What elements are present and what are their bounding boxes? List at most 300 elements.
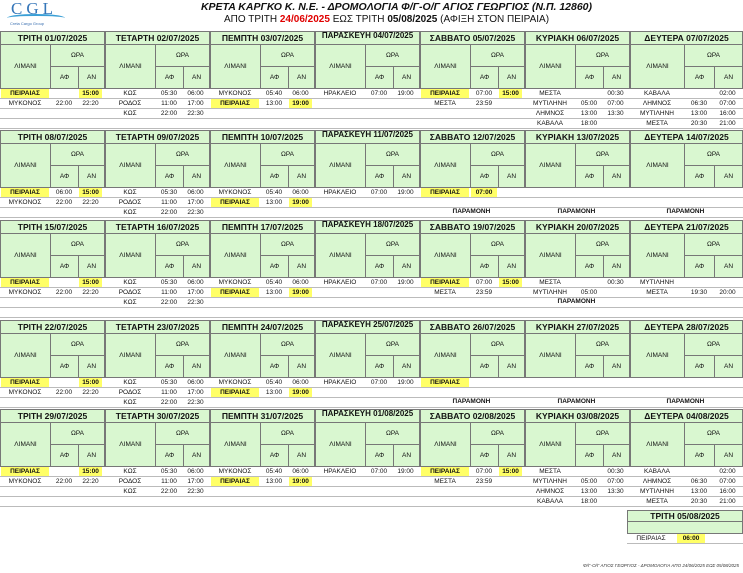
day-title: ΣΑΒΒΑΤΟ 02/08/2025 <box>420 409 525 423</box>
arr-cell <box>604 119 627 128</box>
dep-cell: 13:00 <box>265 199 283 206</box>
arr-cell <box>499 477 522 486</box>
day-title: ΤΡΙΤΗ 01/07/2025 <box>0 31 105 45</box>
schedule-row <box>420 497 525 507</box>
dep-cell <box>51 378 77 387</box>
port-header: ΛΙΜΑΝΙ <box>211 234 261 277</box>
schedule-row <box>105 109 210 119</box>
day-column <box>420 130 525 218</box>
schedule-row <box>630 467 743 477</box>
port-cell: ΠΕΙΡΑΙΑΣ <box>421 188 469 197</box>
dep-cell: 05:40 <box>265 468 283 475</box>
dep-cell: 05:30 <box>160 468 178 475</box>
subtitle-start-date: 24/06/2025 <box>279 14 330 25</box>
departure-header: ΑΦ <box>156 67 184 88</box>
dep-cell: 05:40 <box>265 379 283 386</box>
stay-label: ΠΑΡΑΜΟΝΗ <box>452 398 491 405</box>
column-header <box>105 423 210 467</box>
schedule-row <box>630 288 743 298</box>
arrival-header: ΑΝ <box>191 74 202 81</box>
arr-cell: 22:30 <box>187 299 204 306</box>
schedule-row <box>105 487 210 497</box>
port-cell: ΜΥΚΟΝΟΣ <box>8 199 42 206</box>
dep-cell: 06:30 <box>690 478 708 485</box>
dep-cell: 07:00 <box>475 90 493 97</box>
extra-day-port: ΠΕΙΡΑΙΑΣ <box>636 535 666 542</box>
port-cell: ΜΥΚΟΝΟΣ <box>8 289 42 296</box>
schedule-row <box>630 109 743 119</box>
port-cell: ΚΩΣ <box>123 209 137 216</box>
arr-cell <box>715 278 740 287</box>
schedule-row <box>105 288 210 298</box>
departure-header: ΑΦ <box>156 356 184 377</box>
port-cell: ΚΩΣ <box>123 299 137 306</box>
column-header <box>315 144 420 188</box>
port-cell: ΜΕΣΤΑ <box>646 120 668 127</box>
dep-cell: 23:59 <box>475 478 493 485</box>
column-header <box>630 423 743 467</box>
schedule-row <box>0 308 105 318</box>
departure-header: ΑΦ <box>685 445 715 466</box>
schedule-row <box>210 477 315 487</box>
dep-cell <box>685 278 713 287</box>
schedule-row <box>420 198 525 208</box>
dep-cell: 13:00 <box>265 100 283 107</box>
schedule-row <box>0 198 105 208</box>
day-column <box>210 409 315 497</box>
day-title: ΠΕΜΠΤΗ 03/07/2025 <box>210 31 315 45</box>
day-title: ΤΕΤΑΡΤΗ 16/07/2025 <box>105 220 210 234</box>
port-cell: ΚΩΣ <box>123 110 137 117</box>
dep-cell: 11:00 <box>161 389 177 396</box>
dep-cell: 22:00 <box>55 389 73 396</box>
time-header: ΩΡΑ <box>471 334 524 356</box>
arr-cell <box>499 188 522 197</box>
port-cell: ΗΡΑΚΛΕΙΟ <box>323 379 357 386</box>
dep-cell: 20:30 <box>690 120 708 127</box>
arr-cell: 22:30 <box>187 110 204 117</box>
arr-cell <box>499 288 522 297</box>
dep-cell: 13:00 <box>690 110 708 117</box>
arr-cell: 22:20 <box>82 289 99 296</box>
column-header <box>210 423 315 467</box>
time-header: ΩΡΑ <box>685 334 742 356</box>
port-cell: ΜΕΣΤΑ <box>434 478 456 485</box>
day-column <box>525 220 630 308</box>
port-header: ΛΙΜΑΝΙ <box>631 144 685 187</box>
departure-header: ΑΦ <box>471 166 499 187</box>
column-header <box>525 334 630 378</box>
column-header <box>105 144 210 188</box>
schedule-row <box>0 298 105 308</box>
day-title: ΠΑΡΑΣΚΕΥΗ 11/07/2025 <box>315 130 420 144</box>
schedule-row <box>210 109 315 119</box>
day-title: ΠΕΜΠΤΗ 17/07/2025 <box>210 220 315 234</box>
day-title: ΤΡΙΤΗ 22/07/2025 <box>0 320 105 334</box>
extra-day-row <box>627 534 743 544</box>
column-header <box>0 334 105 378</box>
time-header: ΩΡΑ <box>576 234 629 256</box>
arrival-header: ΑΝ <box>506 74 517 81</box>
logo-subtitle: Creta Cargo Group <box>10 21 45 26</box>
port-cell: ΚΩΣ <box>123 379 137 386</box>
schedule-row <box>525 378 630 388</box>
column-header <box>525 423 630 467</box>
departure-header: ΑΦ <box>51 356 79 377</box>
dep-cell: 13:00 <box>265 478 283 485</box>
dep-cell: 13:00 <box>580 110 598 117</box>
subtitle-note: (ΑΦΙΞΗ ΣΤΟΝ ΠΕΙΡΑΙΑ) <box>440 14 550 25</box>
schedule-row <box>525 119 630 129</box>
day-column <box>630 320 743 408</box>
schedule-row <box>315 99 420 109</box>
schedule-row <box>0 278 105 288</box>
dep-cell <box>576 278 602 287</box>
day-column <box>105 220 210 308</box>
day-column <box>525 31 630 127</box>
arrival-header: ΑΝ <box>86 74 97 81</box>
port-header: ΛΙΜΑΝΙ <box>106 45 156 88</box>
dep-cell: 05:30 <box>160 189 178 196</box>
port-cell: ΚΩΣ <box>123 488 137 495</box>
schedule-row <box>105 119 210 129</box>
schedule-row <box>210 278 315 288</box>
port-header: ΛΙΜΑΝΙ <box>316 234 366 277</box>
arr-cell: 19:00 <box>397 189 414 196</box>
dep-cell <box>576 89 602 98</box>
arr-cell: 06:00 <box>187 90 204 97</box>
dep-cell: 22:00 <box>160 399 178 406</box>
arr-cell: 21:00 <box>719 498 736 505</box>
dep-cell: 22:00 <box>160 299 178 306</box>
arr-cell: 19:00 <box>289 99 312 108</box>
departure-header: ΑΦ <box>51 445 79 466</box>
column-header <box>0 45 105 89</box>
port-cell: ΜΥΤΙΛΗΝΗ <box>640 279 674 286</box>
schedule-row <box>525 278 630 288</box>
day-title: ΠΕΜΠΤΗ 31/07/2025 <box>210 409 315 423</box>
time-header: ΩΡΑ <box>366 144 419 166</box>
port-cell: ΜΥΤΙΛΗΝΗ <box>533 478 567 485</box>
time-header: ΩΡΑ <box>156 423 209 445</box>
time-header: ΩΡΑ <box>366 45 419 67</box>
dep-cell: 06:30 <box>690 100 708 107</box>
departure-header: ΑΦ <box>471 67 499 88</box>
stay-label: ΠΑΡΑΜΟΝΗ <box>557 398 596 405</box>
arr-cell: 00:30 <box>607 279 624 286</box>
time-header: ΩΡΑ <box>261 234 314 256</box>
schedule-row <box>525 497 630 507</box>
day-column <box>105 31 210 119</box>
column-header <box>315 423 420 467</box>
port-header: ΛΙΜΑΝΙ <box>211 334 261 377</box>
arr-cell: 06:00 <box>187 468 204 475</box>
port-header: ΛΙΜΑΝΙ <box>631 234 685 277</box>
column-header <box>420 334 525 378</box>
arr-cell: 19:00 <box>397 279 414 286</box>
departure-header: ΑΦ <box>156 166 184 187</box>
dep-cell: 22:00 <box>55 289 73 296</box>
port-header: ΛΙΜΑΝΙ <box>1 45 51 88</box>
arr-cell: 22:30 <box>187 209 204 216</box>
port-header: ΛΙΜΑΝΙ <box>421 423 471 466</box>
port-cell: ΚΑΒΑΛΑ <box>643 468 671 475</box>
time-header: ΩΡΑ <box>51 423 104 445</box>
time-header: ΩΡΑ <box>51 144 104 166</box>
column-header <box>525 45 630 89</box>
arr-cell: 15:00 <box>499 467 522 476</box>
port-cell: ΗΡΑΚΛΕΙΟ <box>323 189 357 196</box>
arr-cell: 00:30 <box>607 468 624 475</box>
schedule-row <box>210 119 315 129</box>
departure-header: ΑΦ <box>366 445 394 466</box>
day-title: ΠΑΡΑΣΚΕΥΗ 01/08/2025 <box>315 409 420 423</box>
column-header <box>525 144 630 188</box>
schedule-row <box>525 487 630 497</box>
arr-cell: 13:30 <box>607 110 624 117</box>
arr-cell: 22:20 <box>82 389 99 396</box>
schedule-row <box>315 188 420 198</box>
schedule-row <box>630 477 743 487</box>
dep-cell: 05:30 <box>160 379 178 386</box>
port-header: ΛΙΜΑΝΙ <box>421 144 471 187</box>
time-header: ΩΡΑ <box>366 423 419 445</box>
port-header: ΛΙΜΑΝΙ <box>1 334 51 377</box>
schedule-row <box>105 278 210 288</box>
day-title: ΣΑΒΒΑΤΟ 19/07/2025 <box>420 220 525 234</box>
schedule-row <box>420 298 525 308</box>
port-cell: ΜΥΚΟΝΟΣ <box>218 189 252 196</box>
port-cell: ΠΕΙΡΑΙΑΣ <box>211 198 259 207</box>
dep-cell: 13:00 <box>580 488 598 495</box>
dep-cell: 07:00 <box>370 90 388 97</box>
schedule-row <box>105 497 210 507</box>
arr-cell: 22:20 <box>82 478 99 485</box>
dep-cell: 11:00 <box>161 478 177 485</box>
port-header: ΛΙΜΑΝΙ <box>631 334 685 377</box>
port-cell: ΠΕΙΡΑΙΑΣ <box>421 467 469 476</box>
day-column <box>420 31 525 119</box>
day-column <box>525 130 630 218</box>
day-title: ΔΕΥΤΕΡΑ 21/07/2025 <box>630 220 743 234</box>
extra-day <box>627 510 743 544</box>
port-cell: ΠΕΙΡΑΙΑΣ <box>1 278 49 287</box>
day-column <box>315 409 420 497</box>
column-header <box>630 144 743 188</box>
dep-cell <box>576 467 602 476</box>
dep-cell: 22:00 <box>160 209 178 216</box>
arr-cell: 15:00 <box>79 278 102 287</box>
schedule-row <box>210 497 315 507</box>
dep-cell: 07:00 <box>471 188 497 197</box>
schedule-row <box>525 188 630 198</box>
dep-cell: 07:00 <box>475 468 493 475</box>
departure-header: ΑΦ <box>366 256 394 277</box>
day-title: ΤΡΙΤΗ 15/07/2025 <box>0 220 105 234</box>
arr-cell: 17:00 <box>187 100 204 107</box>
port-cell: ΜΕΣΤΑ <box>434 100 456 107</box>
schedule-row <box>315 378 420 388</box>
schedule-row <box>315 119 420 129</box>
schedule-row <box>105 467 210 477</box>
dep-cell: 18:00 <box>580 498 598 505</box>
dep-cell: 07:00 <box>475 279 493 286</box>
schedule-row <box>630 188 743 198</box>
port-header: ΛΙΜΑΝΙ <box>421 234 471 277</box>
time-header: ΩΡΑ <box>156 234 209 256</box>
departure-header: ΑΦ <box>685 356 715 377</box>
arr-cell <box>604 288 627 297</box>
arr-cell: 06:00 <box>292 379 309 386</box>
time-header: ΩΡΑ <box>156 334 209 356</box>
day-title: ΚΥΡΙΑΚΗ 27/07/2025 <box>525 320 630 334</box>
arr-cell: 19:00 <box>397 468 414 475</box>
schedule-row <box>630 487 743 497</box>
schedule-row <box>630 198 743 208</box>
arr-cell: 13:30 <box>607 488 624 495</box>
column-header <box>105 234 210 278</box>
departure-header: ΑΦ <box>576 256 604 277</box>
arrival-header: ΑΝ <box>296 74 307 81</box>
port-header: ΛΙΜΑΝΙ <box>316 144 366 187</box>
time-header: ΩΡΑ <box>471 234 524 256</box>
dep-cell <box>51 467 77 476</box>
column-header <box>210 144 315 188</box>
port-cell: ΜΥΚΟΝΟΣ <box>8 478 42 485</box>
schedule-row <box>105 198 210 208</box>
arrival-header: ΑΝ <box>723 263 734 270</box>
day-title: ΚΥΡΙΑΚΗ 06/07/2025 <box>525 31 630 45</box>
schedule-row <box>420 109 525 119</box>
column-header <box>105 334 210 378</box>
time-header: ΩΡΑ <box>576 144 629 166</box>
arr-cell: 06:00 <box>292 189 309 196</box>
arrival-header: ΑΝ <box>401 173 412 180</box>
port-header: ΛΙΜΑΝΙ <box>316 423 366 466</box>
port-header: ΛΙΜΑΝΙ <box>421 45 471 88</box>
arrival-header: ΑΝ <box>86 363 97 370</box>
time-header: ΩΡΑ <box>261 334 314 356</box>
arr-cell: 19:00 <box>397 90 414 97</box>
day-column <box>0 220 105 308</box>
departure-header: ΑΦ <box>51 166 79 187</box>
column-header <box>0 144 105 188</box>
dep-cell: 22:00 <box>55 199 73 206</box>
schedule-row <box>630 497 743 507</box>
arrival-header: ΑΝ <box>611 452 622 459</box>
arrival-header: ΑΝ <box>296 363 307 370</box>
port-cell: ΛΗΜΝΟΣ <box>642 100 672 107</box>
day-column <box>315 320 420 408</box>
arrival-header: ΑΝ <box>401 263 412 270</box>
day-title: ΚΥΡΙΑΚΗ 20/07/2025 <box>525 220 630 234</box>
column-header <box>420 45 525 89</box>
port-cell: ΠΕΙΡΑΙΑΣ <box>211 99 259 108</box>
footer-note: Φ/Γ-Ο/Γ ΑΓΙΟΣ ΓΕΩΡΓΙΟΣ - ΔΡΟΜΟΛΟΓΙΑ ΑΠΟ 24/06/2025 ΕΩΣ 05/08/2025 <box>583 563 739 568</box>
arr-cell: 07:00 <box>719 100 736 107</box>
arr-cell: 19:00 <box>397 379 414 386</box>
dep-cell <box>685 467 713 476</box>
schedule-row <box>315 308 420 318</box>
port-header: ΛΙΜΑΝΙ <box>106 423 156 466</box>
day-column <box>210 130 315 218</box>
port-cell: ΜΥΚΟΝΟΣ <box>218 90 252 97</box>
dep-cell: 07:00 <box>370 189 388 196</box>
arr-cell: 19:00 <box>289 198 312 207</box>
column-header <box>315 45 420 89</box>
port-cell: ΚΑΒΑΛΑ <box>536 120 564 127</box>
day-column <box>420 320 525 408</box>
schedule-row <box>420 288 525 298</box>
subtitle-end-date: 05/08/2025 <box>387 14 438 25</box>
dep-cell: 11:00 <box>161 100 177 107</box>
arr-cell: 06:00 <box>187 279 204 286</box>
dep-cell: 06:00 <box>55 189 73 196</box>
schedule-row <box>0 378 105 388</box>
port-cell: ΡΟΔΟΣ <box>118 100 142 107</box>
arr-cell: 00:30 <box>607 90 624 97</box>
time-header: ΩΡΑ <box>156 144 209 166</box>
extra-day-title: ΤΡΙΤΗ 05/08/2025 <box>627 510 743 522</box>
departure-header: ΑΦ <box>685 256 715 277</box>
dep-cell: 13:00 <box>265 289 283 296</box>
schedule-row <box>315 89 420 99</box>
departure-header: ΑΦ <box>576 166 604 187</box>
port-cell: ΜΥΚΟΝΟΣ <box>218 379 252 386</box>
arrival-header: ΑΝ <box>723 173 734 180</box>
arr-cell: 22:30 <box>187 488 204 495</box>
column-header <box>420 423 525 467</box>
port-cell: ΜΥΚΟΝΟΣ <box>8 100 42 107</box>
port-cell: ΚΑΒΑΛΑ <box>536 498 564 505</box>
day-column <box>315 31 420 119</box>
port-cell: ΜΥΚΟΝΟΣ <box>218 468 252 475</box>
arr-cell: 19:00 <box>289 388 312 397</box>
schedule-row <box>315 497 420 507</box>
arr-cell: 02:00 <box>719 468 736 475</box>
page-subtitle <box>0 14 743 25</box>
port-cell: ΚΑΒΑΛΑ <box>643 90 671 97</box>
column-header <box>0 423 105 467</box>
dep-cell: 22:00 <box>55 100 73 107</box>
port-header: ΛΙΜΑΝΙ <box>211 144 261 187</box>
port-cell: ΚΩΣ <box>123 468 137 475</box>
day-title: ΠΑΡΑΣΚΕΥΗ 04/07/2025 <box>315 31 420 45</box>
schedule-row <box>315 298 420 308</box>
schedule-row <box>105 378 210 388</box>
schedule-row <box>315 288 420 298</box>
port-cell: ΚΩΣ <box>123 399 137 406</box>
schedule-row <box>210 288 315 298</box>
dep-cell: 05:00 <box>580 289 598 296</box>
schedule-row <box>105 308 210 318</box>
day-column <box>0 409 105 497</box>
arrival-header: ΑΝ <box>86 452 97 459</box>
extra-day-header <box>627 522 743 534</box>
column-header <box>315 234 420 278</box>
arr-cell <box>499 99 522 108</box>
arr-cell: 07:00 <box>607 100 624 107</box>
schedule-row <box>420 467 525 477</box>
schedule-row <box>105 398 210 408</box>
schedule-row <box>630 298 743 308</box>
day-column <box>0 31 105 119</box>
departure-header: ΑΦ <box>685 166 715 187</box>
day-column <box>630 31 743 127</box>
arr-cell: 19:00 <box>289 477 312 486</box>
dep-cell <box>51 278 77 287</box>
day-column <box>0 130 105 218</box>
